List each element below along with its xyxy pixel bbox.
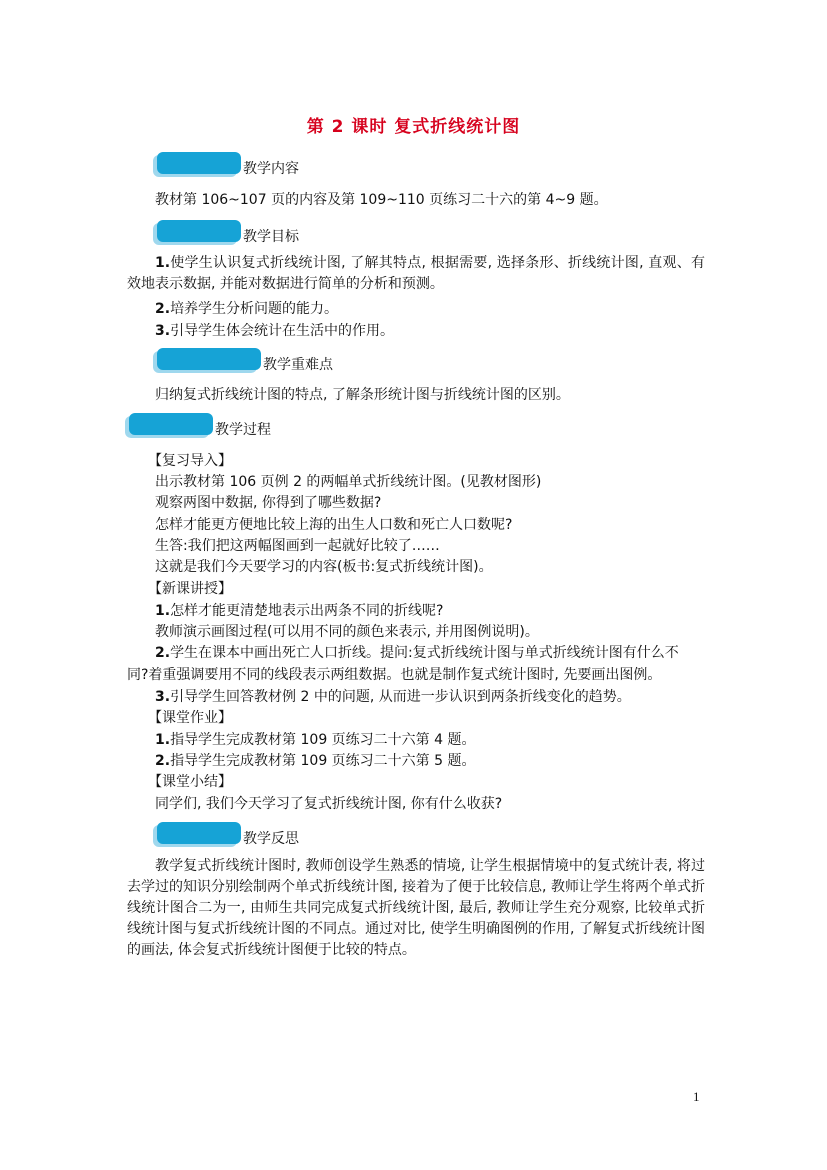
section-badge bbox=[157, 822, 241, 844]
new-lesson-item-number: 2. bbox=[155, 645, 171, 661]
section-badge bbox=[129, 413, 213, 435]
new-lesson-item-1 bbox=[155, 600, 444, 620]
page-number: 1 bbox=[693, 1089, 700, 1104]
section-reflection-label: 教学反思 bbox=[243, 831, 299, 847]
goal-item-text: 引导学生体会统计在生活中的作用。 bbox=[170, 323, 395, 339]
new-lesson-item-text: 引导学生回答教材例 2 中的问题, 从而进一步认识到两条折线变化的趋势。 bbox=[170, 689, 631, 705]
review-line: 观察两图中数据, 你得到了哪些数据? bbox=[155, 495, 382, 511]
review-line: 这就是我们今天要学习的内容(板书:复式折线统计图)。 bbox=[155, 559, 493, 575]
homework-item-1 bbox=[155, 729, 476, 749]
difficulty-text: 归纳复式折线统计图的特点, 了解条形统计图与折线统计图的区别。 bbox=[155, 387, 570, 403]
section-badge bbox=[157, 220, 241, 242]
new-lesson-item-2 bbox=[155, 642, 679, 662]
section-badge bbox=[157, 348, 261, 370]
section-badge bbox=[157, 152, 241, 174]
section-difficulty-label: 教学重难点 bbox=[263, 357, 333, 373]
new-lesson-item-2-cont: 同?着重强调要用不同的线段表示两组数据。也就是制作复式统计图时, 先要画出图例。 bbox=[127, 667, 662, 683]
goal-item-number: 3. bbox=[155, 323, 171, 339]
goal-item-1 bbox=[127, 253, 705, 295]
page-title: 第 2 课时 复式折线统计图 bbox=[306, 117, 521, 137]
goal-item-2 bbox=[155, 298, 338, 318]
goal-item-number: 1. bbox=[155, 255, 171, 271]
homework-item-2 bbox=[155, 750, 476, 770]
new-lesson-item-text: 怎样才能更清楚地表示出两条不同的折线呢? bbox=[170, 603, 444, 619]
new-lesson-heading: 【新课讲授】 bbox=[148, 581, 232, 597]
review-heading: 【复习导入】 bbox=[148, 453, 232, 469]
homework-item-text: 指导学生完成教材第 109 页练习二十六第 5 题。 bbox=[170, 753, 476, 769]
homework-item-text: 指导学生完成教材第 109 页练习二十六第 4 题。 bbox=[170, 732, 476, 748]
homework-heading: 【课堂作业】 bbox=[148, 710, 232, 726]
new-lesson-item-1-note: 教师演示画图过程(可以用不同的颜色来表示, 并用图例说明)。 bbox=[155, 624, 539, 640]
summary-heading: 【课堂小结】 bbox=[148, 774, 232, 790]
goal-item-text: 培养学生分析问题的能力。 bbox=[170, 301, 339, 317]
new-lesson-item-number: 1. bbox=[155, 603, 171, 619]
reflection-text: 教学复式折线统计图时, 教师创设学生熟悉的情境, 让学生根据情境中的复式统计表, 将过去学过的知识分别绘制两个单式折线统计图, 接着为了便于比较信息, 教师让学生将两个单式折线统计图合二为一, 由师生共同完成复式折线统计图, 最后, 教师让学生充分观察, 比较单式折线统计图与复式折线统计图的不同点。通过对比, 使学生明确图例的作用, 了解复式折线统计图的画法, 体会复式折线统计图便于比较的特点。 bbox=[127, 858, 705, 958]
homework-item-number: 1. bbox=[155, 732, 171, 748]
homework-item-number: 2. bbox=[155, 753, 171, 769]
goal-item-text: 使学生认识复式折线统计图, 了解其特点, 根据需要, 选择条形、折线统计图, 直观、有效地表示数据, 并能对数据进行简单的分析和预测。 bbox=[127, 255, 705, 292]
new-lesson-item-text: 学生在课本中画出死亡人口折线。提问:复式折线统计图与单式折线统计图有什么不 bbox=[170, 645, 679, 661]
review-line: 生答:我们把这两幅图画到一起就好比较了…… bbox=[155, 538, 440, 554]
section-content-label: 教学内容 bbox=[243, 161, 299, 177]
section-goals-label: 教学目标 bbox=[243, 229, 299, 245]
new-lesson-item-number: 3. bbox=[155, 689, 171, 705]
section-process-label: 教学过程 bbox=[215, 422, 271, 438]
goal-item-3 bbox=[155, 320, 394, 340]
summary-text: 同学们, 我们今天学习了复式折线统计图, 你有什么收获? bbox=[155, 796, 503, 812]
new-lesson-item-3 bbox=[155, 686, 631, 706]
goal-item-number: 2. bbox=[155, 301, 171, 317]
content-text: 教材第 106~107 页的内容及第 109~110 页练习二十六的第 4~9 题。 bbox=[155, 192, 608, 208]
review-line: 怎样才能更方便地比较上海的出生人口数和死亡人口数呢? bbox=[155, 517, 513, 533]
review-line: 出示教材第 106 页例 2 的两幅单式折线统计图。(见教材图形) bbox=[155, 474, 542, 490]
